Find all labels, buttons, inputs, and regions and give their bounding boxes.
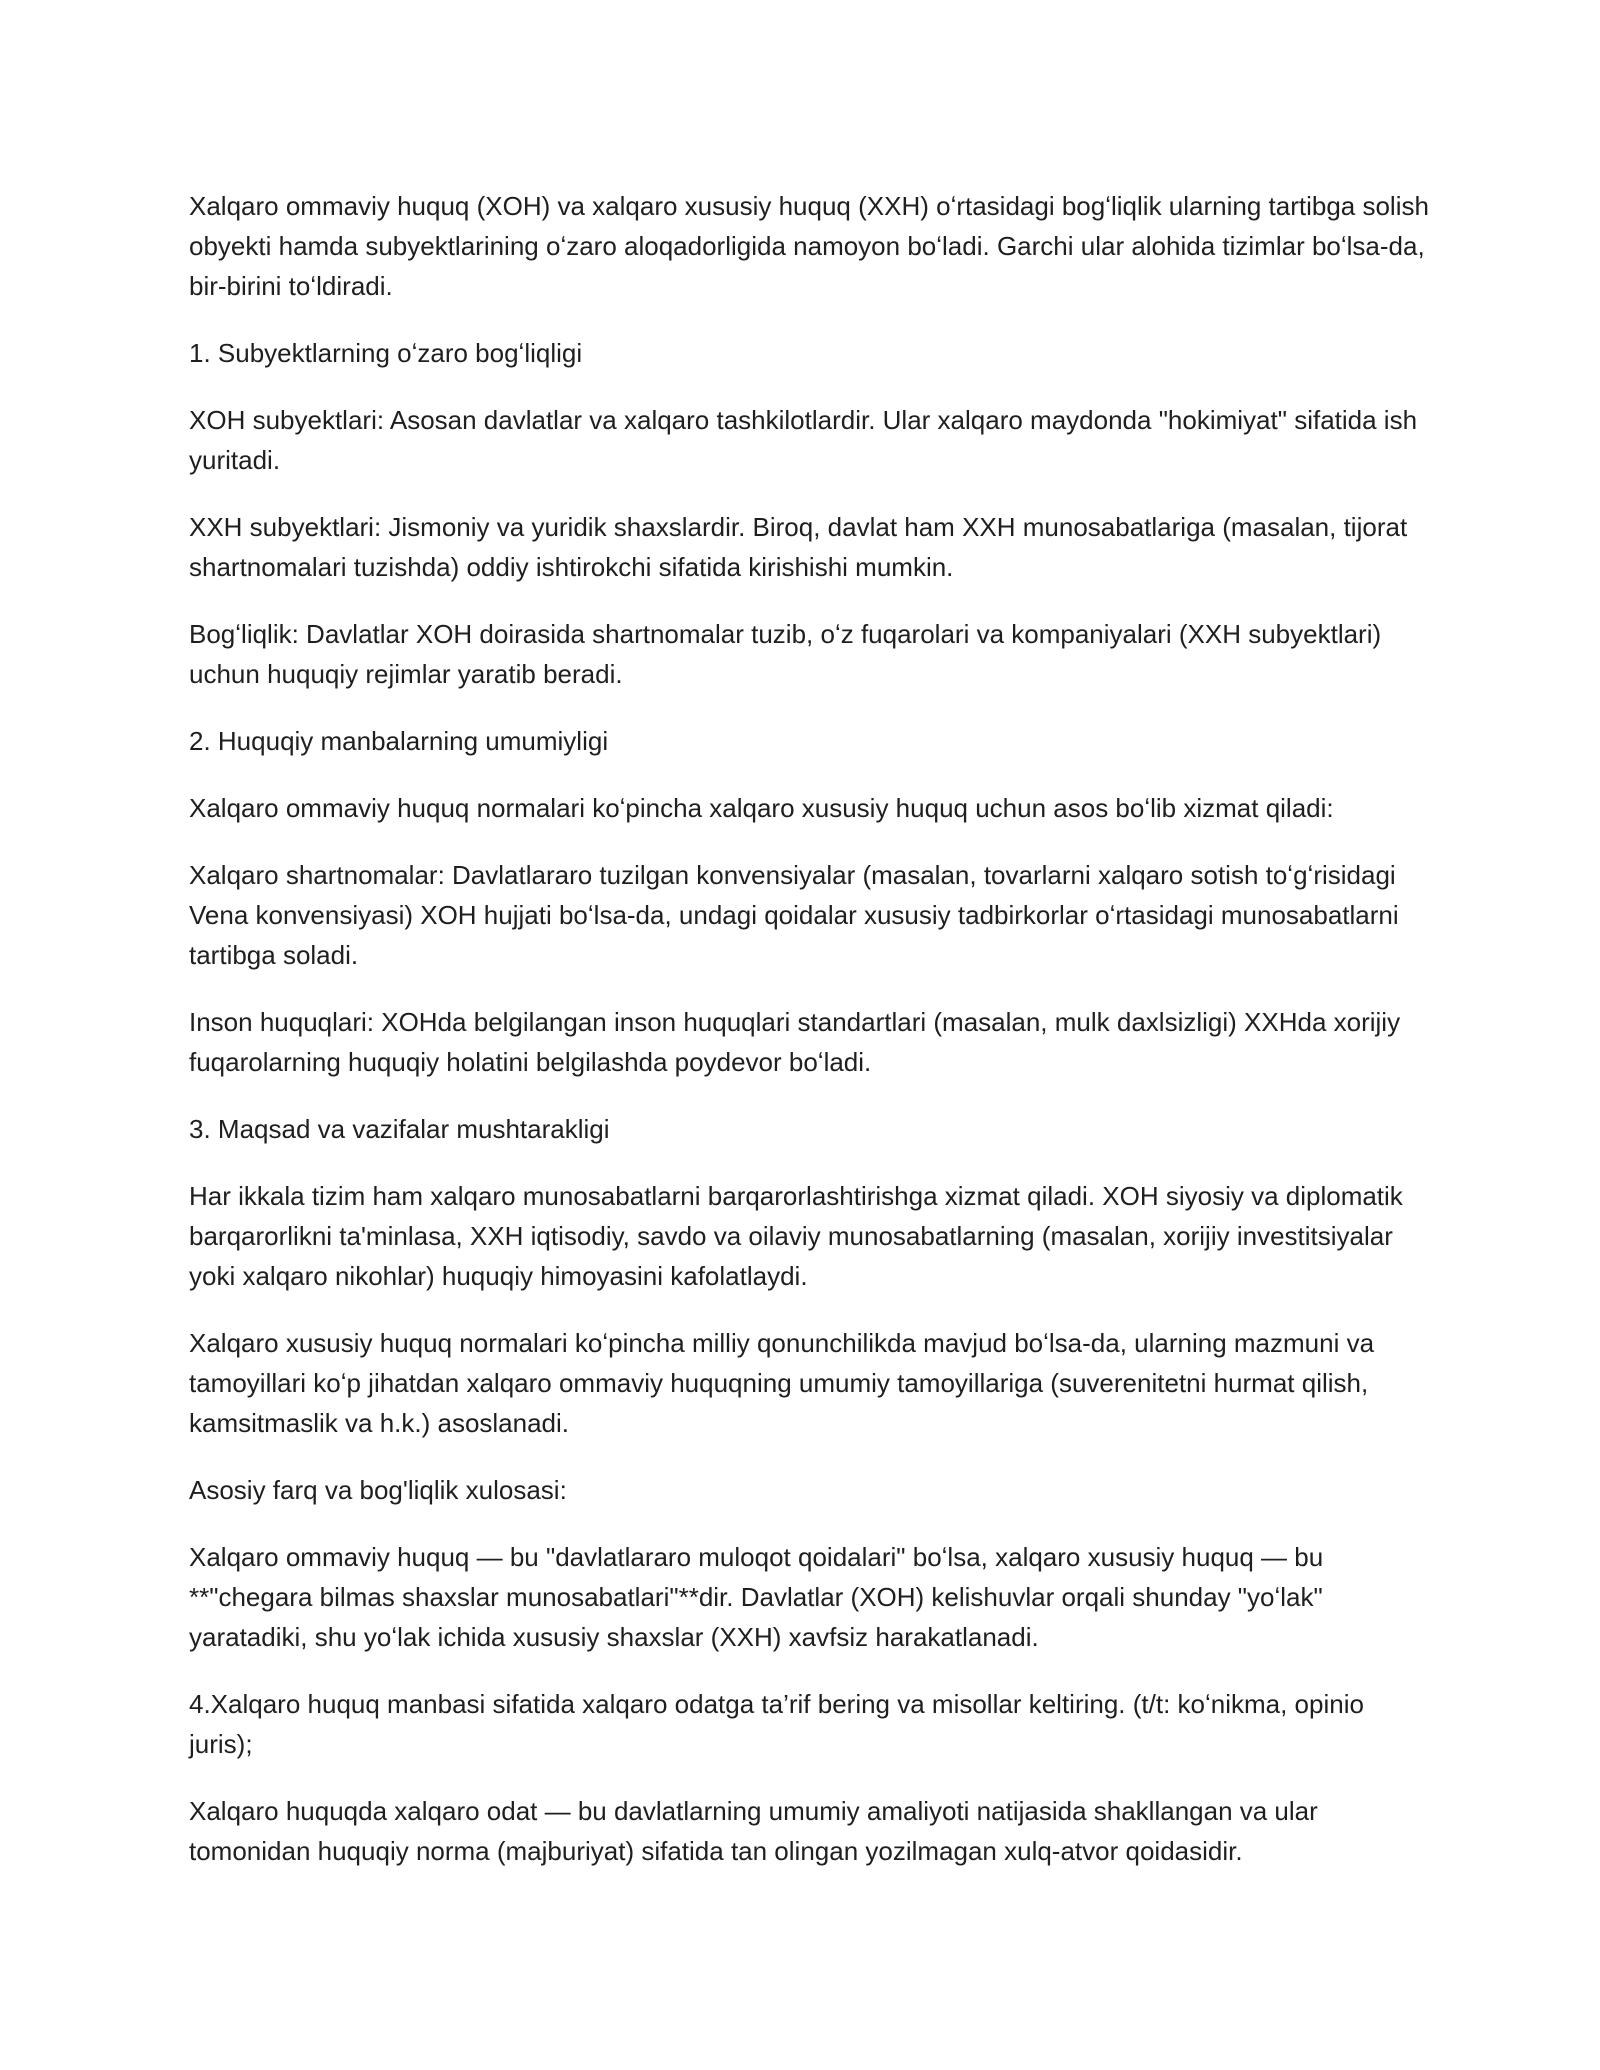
section-heading-2: 2. Huquqiy manbalarning umumiyligi xyxy=(189,726,609,756)
section-heading-1: 1. Subyektlarning oʻzaro bogʻliqligi xyxy=(189,338,583,368)
paragraph: XXH subyektlari: Jismoniy va yuridik shaxslardir. Biroq, davlat ham XXH munosabatlariga (masalan, tijorat shartnomalari tuzishda) oddiy ishtirokchi sifatida kirishishi mumkin. xyxy=(189,512,1408,582)
paragraph: Xalqaro ommaviy huquq — bu "davlatlararo muloqot qoidalari" boʻlsa, xalqaro xususiy huquq — bu **"chegara bilmas shaxslar munosabatlari"**dir. Davlatlar (XOH) kelishuvlar orqali shunday "yoʻlak" yaratadiki, shu yoʻlak ichida xususiy shaxslar (XXH) xavfsiz harakatlanadi. xyxy=(189,1542,1324,1652)
question-heading-4: 4.Xalqaro huquq manbasi sifatida xalqaro odatga ta’rif bering va misollar keltiring. (t/t: koʻnikma, opinio juris); xyxy=(189,1689,1364,1759)
paragraph: Inson huquqlari: XOHda belgilangan inson huquqlari standartlari (masalan, mulk daxlsizligi) XXHda xorijiy fuqarolarning huquqiy holatini belgilashda poydevor boʻladi. xyxy=(189,1007,1401,1077)
paragraph: Har ikkala tizim ham xalqaro munosabatlarni barqarorlashtirishga xizmat qiladi. XOH siyosiy va diplomatik barqarorlikni ta'minlasa, XXH iqtisodiy, savdo va oilaviy munosabatlarning (masalan, xorijiy investitsiyalar yoki xalqaro nikohlar) huquqiy himoyasini kafolatlaydi. xyxy=(189,1181,1403,1291)
section-heading-3: 3. Maqsad va vazifalar mushtarakligi xyxy=(189,1114,610,1144)
paragraph: Xalqaro xususiy huquq normalari koʻpincha milliy qonunchilikda mavjud boʻlsa-da, ularning mazmuni va tamoyillari koʻp jihatdan xalqaro ommaviy huquqning umumiy tamoyillariga (suverenitetni hurmat qilish, kamsitmaslik va h.k.) asoslanadi. xyxy=(189,1328,1375,1438)
paragraph-intro: Xalqaro ommaviy huquq (XOH) va xalqaro xususiy huquq (XXH) oʻrtasidagi bogʻliqlik ularning tartibga solish obyekti hamda subyektlarining oʻzaro aloqadorligida namoyon boʻladi. Garchi ular alohida tizimlar boʻlsa-da, bir-birini toʻldiradi. xyxy=(189,191,1429,301)
paragraph: Xalqaro huquqda xalqaro odat — bu davlatlarning umumiy amaliyoti natijasida shakllangan va ular tomonidan huquqiy norma (majburiyat) sifatida tan olingan yozilmagan xulq-atvor qoidasidir. xyxy=(189,1796,1318,1866)
paragraph: Xalqaro ommaviy huquq normalari koʻpincha xalqaro xususiy huquq uchun asos boʻlib xizmat qiladi: xyxy=(189,793,1334,823)
summary-heading: Asosiy farq va bog'liqlik xulosasi: xyxy=(189,1475,567,1505)
document-body xyxy=(189,186,1429,1898)
paragraph: XOH subyektlari: Asosan davlatlar va xalqaro tashkilotlardir. Ular xalqaro maydonda "hokimiyat" sifatida ish yuritadi. xyxy=(189,405,1418,475)
paragraph: Xalqaro shartnomalar: Davlatlararo tuzilgan konvensiyalar (masalan, tovarlarni xalqaro sotish toʻgʻrisidagi Vena konvensiyasi) XOH hujjati boʻlsa-da, undagi qoidalar xususiy tadbirkorlar oʻrtasidagi munosabatlarni tartibga soladi. xyxy=(189,860,1399,970)
paragraph: Bogʻliqlik: Davlatlar XOH doirasida shartnomalar tuzib, oʻz fuqarolari va kompaniyalari (XXH subyektlari) uchun huquqiy rejimlar yaratib beradi. xyxy=(189,619,1382,689)
